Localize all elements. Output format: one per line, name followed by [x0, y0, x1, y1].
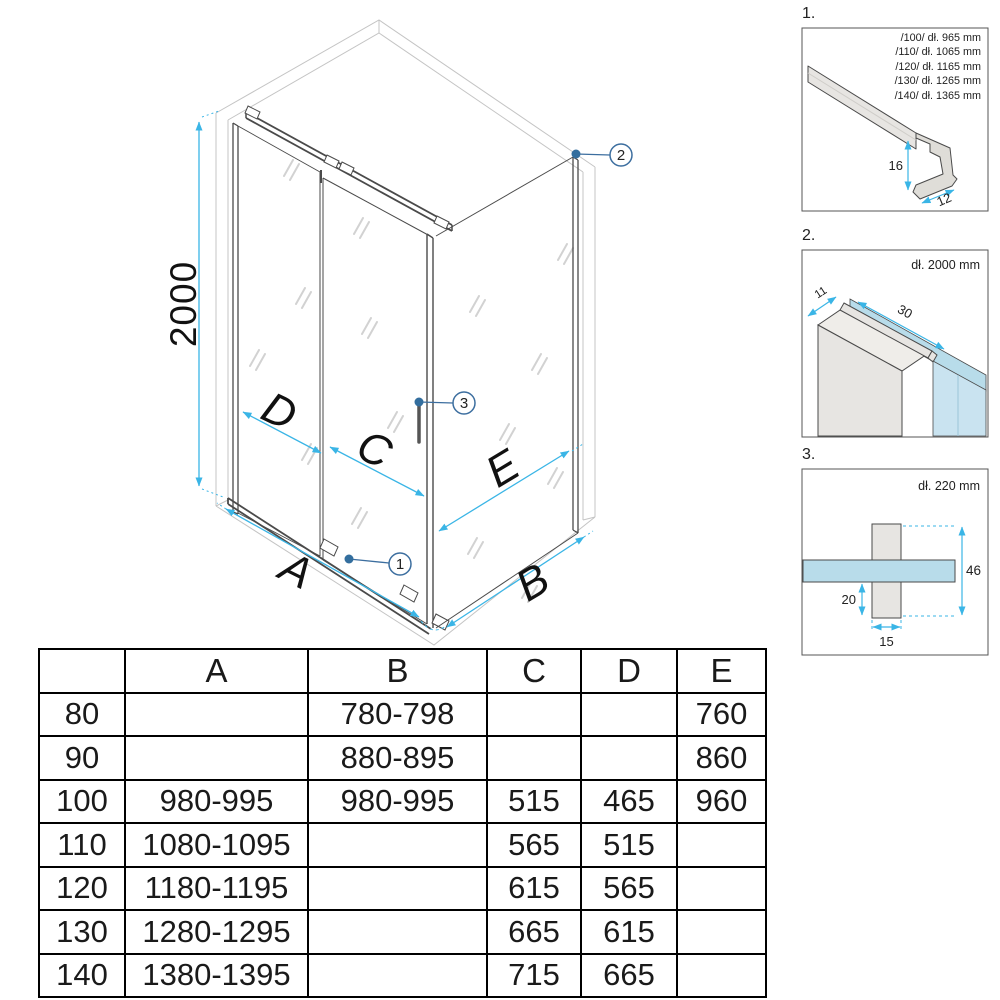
- dim-D-label: D: [254, 382, 305, 441]
- door-assembly: [228, 106, 452, 634]
- table-cell: 515: [581, 823, 677, 867]
- table-cell: 515: [487, 780, 581, 824]
- table-cell: 565: [581, 867, 677, 911]
- wall-profile-right: [573, 157, 578, 533]
- detail-1-length-item: /110/ dł. 1065 mm: [895, 46, 981, 59]
- table-cell: 140: [39, 954, 125, 998]
- detail-1-length-item: /130/ dł. 1265 mm: [894, 75, 981, 88]
- detail-2-dim-11: 11: [812, 284, 830, 302]
- detail-1-title: 1.: [802, 5, 816, 22]
- detail-3-dim-20: 20: [841, 592, 856, 607]
- detail-2-title: 2.: [802, 227, 816, 244]
- table-cell: 110: [39, 823, 125, 867]
- detail-1-dim-12: 12: [934, 189, 954, 210]
- detail-3-dim-46: 46: [966, 563, 982, 578]
- sliding-door: [323, 178, 430, 236]
- dim-C-line: [330, 447, 424, 496]
- table-cell: 860: [677, 736, 766, 780]
- table-cell: [487, 693, 581, 737]
- callout-3-number: 3: [459, 394, 469, 412]
- room-wireframe: [216, 20, 595, 645]
- table-row: [39, 823, 766, 867]
- dim-A-label: A: [272, 542, 321, 600]
- dim-E-line: [439, 451, 569, 531]
- table-cell: 780-798: [308, 693, 487, 737]
- dimension-lines: [199, 111, 593, 630]
- detail-2-length: dł. 2000 mm: [911, 258, 980, 272]
- roller-brackets: [245, 106, 449, 229]
- detail-1-length-list: [895, 31, 981, 103]
- detail-1-length-item: /100/ dł. 965 mm: [900, 32, 981, 44]
- callouts: [345, 144, 633, 575]
- table-cell: 1180-1195: [125, 867, 308, 911]
- table-row: [39, 693, 766, 737]
- size-table-head: [39, 649, 766, 693]
- table-row: [39, 910, 766, 954]
- table-cell: 880-895: [308, 736, 487, 780]
- table-cell: 90: [39, 736, 125, 780]
- detail-1-dim-16: 16: [888, 158, 903, 173]
- side-glass-panel: [436, 157, 578, 628]
- dim-C-label: C: [349, 420, 400, 479]
- callout-1-number: 1: [395, 555, 405, 573]
- table-cell: 980-995: [125, 780, 308, 824]
- table-cell: 615: [487, 867, 581, 911]
- table-cell: 665: [487, 910, 581, 954]
- wall-profile-left: [233, 123, 238, 514]
- table-cell: [487, 736, 581, 780]
- table-cell: 1380-1395: [125, 954, 308, 998]
- detail-1-length-item: /140/ dł. 1365 mm: [894, 89, 981, 102]
- detail-3-title: 3.: [802, 446, 816, 463]
- detail-1-length-item: /120/ dł. 1165 mm: [895, 60, 981, 73]
- table-cell: 80: [39, 693, 125, 737]
- table-cell: 980-995: [308, 780, 487, 824]
- dim-B-label: B: [507, 554, 558, 612]
- detail-2-dim-30: 30: [895, 301, 915, 322]
- table-cell: 1280-1295: [125, 910, 308, 954]
- size-table: [38, 648, 767, 998]
- callout-3-dot: [415, 398, 424, 407]
- table-cell: [308, 910, 487, 954]
- dim-B-line: [447, 537, 584, 627]
- table-cell: 960: [677, 780, 766, 824]
- table-cell: [308, 954, 487, 998]
- table-cell: [308, 867, 487, 911]
- table-cell: [581, 736, 677, 780]
- callout-1-circle: [389, 553, 411, 575]
- callout-3-circle: [453, 392, 475, 414]
- table-row: [39, 780, 766, 824]
- detail-2-drawing: [808, 297, 986, 436]
- table-cell: [677, 954, 766, 998]
- table-cell: [677, 910, 766, 954]
- table-header-cell: [39, 649, 125, 693]
- table-cell: 615: [581, 910, 677, 954]
- table-row: [39, 954, 766, 998]
- table-cell: [677, 867, 766, 911]
- table-cell: 120: [39, 867, 125, 911]
- table-cell: 465: [581, 780, 677, 824]
- dim-E-label: E: [477, 440, 528, 498]
- callout-2-dot: [572, 150, 581, 159]
- table-row: [39, 736, 766, 780]
- table-row: [39, 867, 766, 911]
- callout-2-circle: [610, 144, 632, 166]
- table-header-cell: A: [125, 649, 308, 693]
- table-header-cell: B: [308, 649, 487, 693]
- size-table-body: [39, 693, 766, 998]
- detail-3-length: dł. 220 mm: [918, 479, 980, 493]
- table-header-cell: C: [487, 649, 581, 693]
- table-cell: 130: [39, 910, 125, 954]
- callout-1-dot: [345, 555, 354, 564]
- table-cell: [308, 823, 487, 867]
- detail-3-drawing: [803, 524, 962, 632]
- table-header-cell: E: [677, 649, 766, 693]
- table-cell: [125, 693, 308, 737]
- table-header-cell: D: [581, 649, 677, 693]
- table-cell: 565: [487, 823, 581, 867]
- table-cell: [677, 823, 766, 867]
- dim-height-label: 2000: [163, 260, 204, 348]
- table-cell: 665: [581, 954, 677, 998]
- table-cell: 100: [39, 780, 125, 824]
- table-cell: 760: [677, 693, 766, 737]
- table-cell: 1080-1095: [125, 823, 308, 867]
- table-cell: 715: [487, 954, 581, 998]
- dim-D-line: [243, 412, 321, 453]
- size-table-header-row: [39, 649, 766, 693]
- callout-2-number: 2: [616, 146, 626, 164]
- detail-3-dim-15: 15: [879, 634, 894, 649]
- table-cell: [581, 693, 677, 737]
- table-cell: [125, 736, 308, 780]
